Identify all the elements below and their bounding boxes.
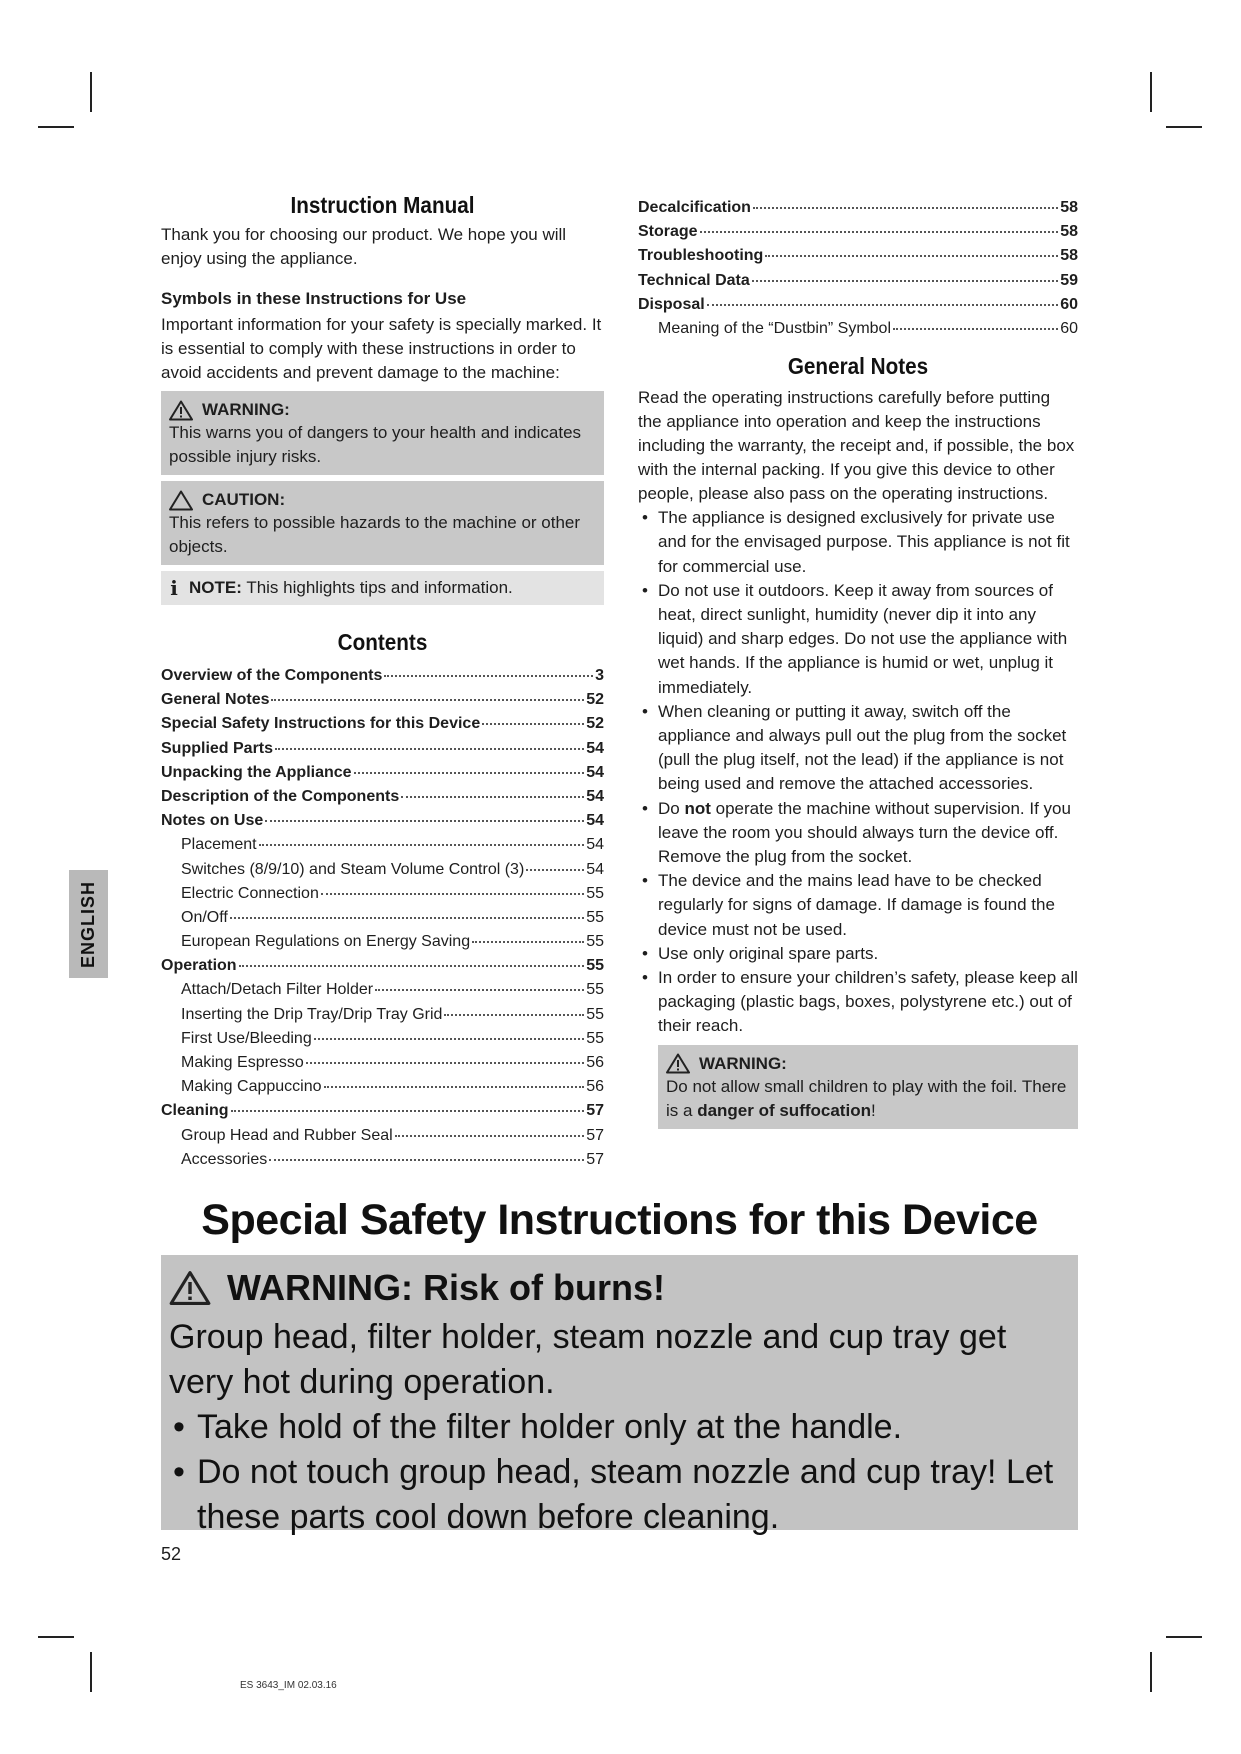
toc-label: Making Cappuccino	[181, 1078, 322, 1096]
toc-label: Cleaning	[161, 1102, 229, 1120]
toc-page-number: 58	[1060, 247, 1078, 265]
toc-dot-leader	[354, 754, 585, 774]
toc-page-number: 54	[586, 763, 604, 781]
toc-label: Inserting the Drip Tray/Drip Tray Grid	[181, 1005, 443, 1023]
warning-triangle-icon	[666, 1053, 690, 1074]
toc-label: Attach/Detach Filter Holder	[181, 981, 374, 999]
table-of-contents-continued	[638, 192, 1078, 337]
note-label: NOTE:	[189, 578, 242, 597]
list-item: • The appliance is designed exclusively for private use and for the envisaged purpose. This appliance is not fit for commercial use.	[638, 506, 1078, 579]
page-number: 52	[161, 1544, 182, 1564]
toc-label: Special Safety Instructions for this Device	[161, 715, 481, 733]
instruction-manual-title: Instruction Manual	[290, 192, 475, 218]
toc-page-number: 57	[586, 1102, 604, 1120]
general-notes-intro: Read the operating instructions carefully before putting the appliance into operation and keep the instructions including the warranty, the receipt and, if possible, the box with the internal packing. If you give this device to other people, please also pass on the operating instructions.	[638, 388, 1075, 504]
language-tab	[69, 870, 108, 978]
crop-mark	[90, 72, 92, 112]
toc-label: Group Head and Rubber Seal	[181, 1126, 393, 1144]
symbols-heading: Symbols in these Instructions for Use	[161, 289, 467, 308]
toc-label: Electric Connection	[181, 884, 319, 902]
toc-label: Troubleshooting	[638, 247, 764, 265]
toc-dot-leader	[265, 802, 584, 822]
warning-label: WARNING:	[699, 1053, 787, 1073]
toc-page-number: 52	[586, 715, 604, 733]
toc-dot-leader	[401, 778, 584, 798]
toc-page-number: 60	[1060, 295, 1078, 313]
caution-box	[161, 481, 604, 565]
toc-label: General Notes	[161, 691, 270, 709]
toc-page-number: 55	[586, 933, 604, 951]
toc-dot-leader	[526, 851, 584, 871]
burn-warning-box	[161, 1255, 1078, 1536]
toc-dot-leader	[239, 947, 585, 967]
toc-page-number: 55	[586, 884, 604, 902]
toc-dot-leader	[752, 262, 1058, 282]
toc-dot-leader	[384, 657, 593, 677]
toc-dot-leader	[259, 826, 585, 846]
toc-page-number: 55	[586, 957, 604, 975]
list-item: • Do not operate the machine without supervision. If you leave the room you should always turn the device off. Remove the plug from the socket.	[638, 797, 1078, 870]
toc-label: Operation	[161, 957, 237, 975]
note-text: This highlights tips and information.	[246, 578, 513, 597]
toc-page-number: 60	[1060, 319, 1078, 337]
warning-triangle-icon	[169, 400, 193, 421]
toc-label: Placement	[181, 836, 257, 854]
toc-label: Switches (8/9/10) and Steam Volume Control (3)	[181, 860, 525, 878]
toc-page-number: 54	[586, 739, 604, 757]
contents-title: Contents	[337, 629, 428, 655]
toc-dot-leader	[893, 310, 1058, 330]
special-safety-title: Special Safety Instructions for this Device	[201, 1196, 1038, 1244]
toc-dot-leader	[700, 213, 1059, 233]
symbols-text: Important information for your safety is specially marked. It is essential to comply with these instructions in order to avoid accidents and prevent damage to the machine:	[161, 315, 602, 382]
caution-text: This refers to possible hazards to the machine or other objects.	[169, 513, 581, 556]
toc-label: Unpacking the Appliance	[161, 763, 352, 781]
toc-dot-leader	[321, 875, 584, 895]
toc-label: First Use/Bleeding	[181, 1029, 312, 1047]
toc-dot-leader	[230, 899, 584, 919]
warning-box	[161, 391, 604, 475]
toc-label: Technical Data	[638, 271, 750, 289]
intro-text: Thank you for choosing our product. We hope you will enjoy using the appliance.	[161, 225, 567, 268]
list-item: • Do not touch group head, steam nozzle and cup tray! Let these parts cool down before cleaning.	[169, 1450, 1064, 1540]
toc-dot-leader	[482, 705, 584, 725]
crop-mark	[1166, 1636, 1202, 1638]
toc-label: Storage	[638, 223, 698, 241]
toc-label: Supplied Parts	[161, 739, 274, 757]
language-label: ENGLISH	[78, 880, 99, 968]
toc-dot-leader	[306, 1044, 584, 1064]
burn-warning-list	[169, 1405, 1064, 1540]
toc-dot-leader	[324, 1068, 585, 1088]
warning-triangle-icon	[169, 1270, 211, 1306]
caution-label: CAUTION:	[202, 490, 286, 509]
left-column	[161, 192, 604, 1168]
crop-mark	[38, 1636, 74, 1638]
toc-dot-leader	[271, 681, 584, 701]
toc-page-number: 54	[586, 787, 604, 805]
toc-page-number: 52	[586, 691, 604, 709]
toc-dot-leader	[231, 1092, 585, 1112]
burn-warning-heading: WARNING: Risk of burns!	[227, 1267, 665, 1308]
note-box	[161, 571, 604, 605]
toc-page-number: 56	[586, 1054, 604, 1071]
toc-page-number: 54	[586, 836, 604, 854]
toc-page-number: 54	[586, 812, 604, 830]
children-warning-box	[658, 1045, 1078, 1129]
footer-code: ES 3643_IM 02.03.16	[240, 1680, 337, 1691]
toc-dot-leader	[275, 730, 584, 750]
toc-label: Making Espresso	[181, 1054, 304, 1071]
toc-entry	[638, 313, 1078, 337]
list-item: • Do not use it outdoors. Keep it away from sources of heat, direct sunlight, humidity (never dip it into any liquid) and sharp edges. Do not use the appliance with wet hands. If the appliance is humid or wet, unplug it immediately.	[638, 579, 1078, 700]
general-notes-title: General Notes	[787, 353, 929, 380]
toc-label: Meaning of the “Dustbin” Symbol	[658, 319, 891, 337]
toc-page-number: 55	[586, 1005, 604, 1023]
crop-mark	[1150, 1652, 1152, 1692]
toc-dot-leader	[395, 1117, 585, 1137]
list-item: • When cleaning or putting it away, switch off the appliance and always pull out the plug from the socket (pull the plug itself, not the lead) if the appliance is not being used and remove the attached accessories.	[638, 700, 1078, 797]
toc-label: Overview of the Components	[161, 667, 383, 684]
toc-dot-leader	[753, 189, 1058, 209]
toc-dot-leader	[269, 1141, 584, 1161]
table-of-contents	[161, 660, 604, 1168]
toc-page-number: 57	[586, 1150, 604, 1168]
right-column	[638, 192, 1078, 1129]
crop-mark	[90, 1652, 92, 1692]
toc-label: Notes on Use	[161, 812, 264, 830]
toc-label: On/Off	[181, 908, 228, 926]
info-icon: i	[170, 576, 178, 600]
toc-label: Description of the Components	[161, 787, 400, 805]
toc-page-number: 58	[1060, 223, 1078, 241]
toc-dot-leader	[375, 971, 584, 991]
warning-text: This warns you of dangers to your health and indicates possible injury risks.	[169, 423, 582, 466]
toc-page-number: 54	[586, 860, 604, 878]
children-warning-text: Do not allow small children to play with the foil. There is a danger of suffocation!	[666, 1076, 1067, 1120]
list-item: • The device and the mains lead have to be checked regularly for signs of damage. If damage is found the device must not be used.	[638, 869, 1078, 942]
toc-page-number: 55	[586, 1029, 604, 1047]
list-item: • Use only original spare parts.	[638, 942, 1078, 966]
list-item: • In order to ensure your children’s safety, please keep all packaging (plastic bags, boxes, polystyrene etc.) out of their reach.	[638, 966, 1078, 1039]
toc-page-number: 57	[586, 1126, 604, 1144]
toc-dot-leader	[314, 1020, 584, 1040]
toc-dot-leader	[472, 923, 584, 943]
caution-triangle-icon	[169, 490, 193, 511]
toc-page-number: 58	[1060, 199, 1078, 216]
general-notes-list	[638, 506, 1078, 1038]
list-item: • Take hold of the filter holder only at the handle.	[169, 1405, 1064, 1450]
toc-page-number: 56	[586, 1078, 604, 1096]
toc-entry	[161, 1144, 604, 1168]
toc-page-number: 55	[586, 981, 604, 999]
warning-label: WARNING:	[202, 400, 290, 419]
toc-label: European Regulations on Energy Saving	[181, 933, 471, 951]
toc-label: Accessories	[181, 1150, 268, 1168]
toc-label: Decalcification	[638, 199, 751, 216]
toc-page-number: 3	[595, 667, 604, 684]
crop-mark	[1166, 126, 1202, 128]
toc-page-number: 55	[586, 908, 604, 926]
toc-dot-leader	[707, 286, 1059, 306]
toc-label: Disposal	[638, 295, 705, 313]
toc-page-number: 59	[1060, 271, 1078, 289]
toc-dot-leader	[765, 237, 1058, 257]
toc-dot-leader	[444, 996, 584, 1016]
burn-warning-text: Group head, filter holder, steam nozzle and cup tray get very hot during operation.	[169, 1318, 1007, 1401]
crop-mark	[38, 126, 74, 128]
crop-mark	[1150, 72, 1152, 112]
